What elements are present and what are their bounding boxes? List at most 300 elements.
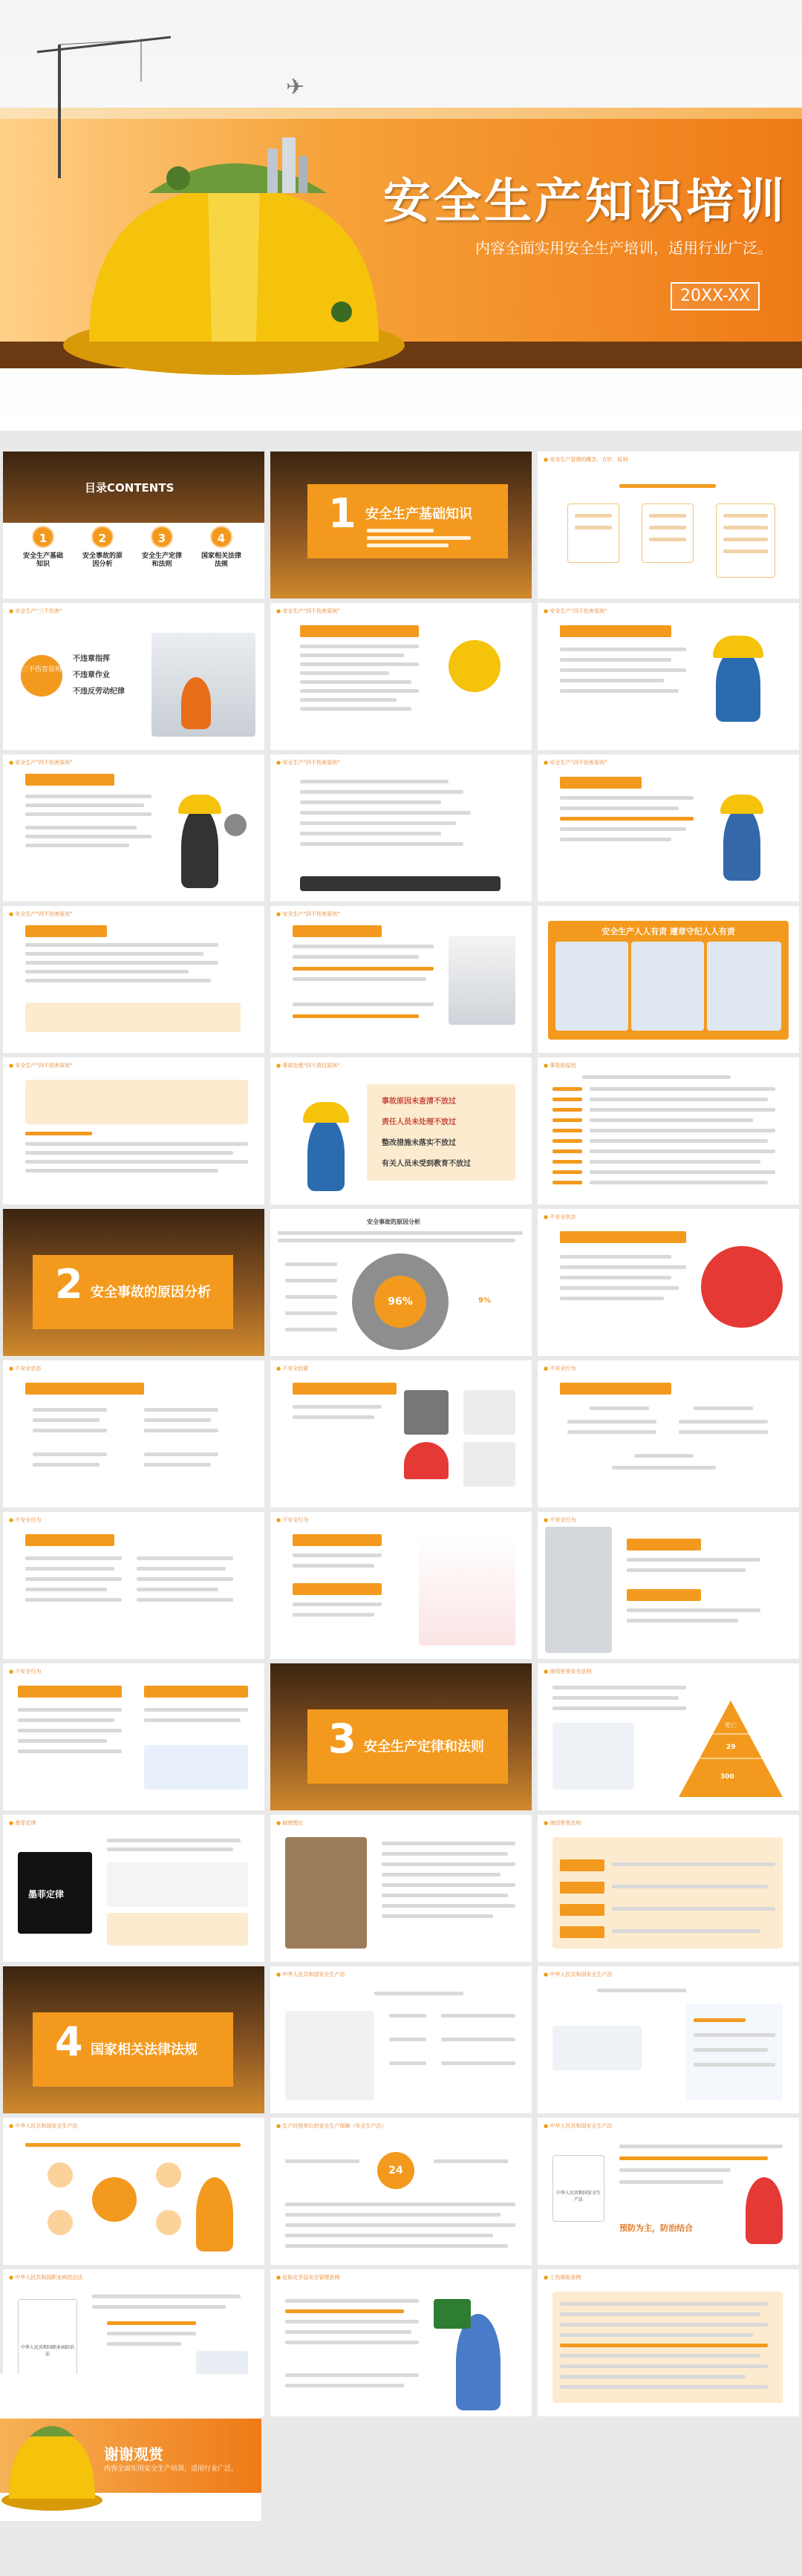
content-line	[649, 526, 686, 529]
slide-header: ● 安全生产“四不伤害原则”	[276, 910, 340, 918]
slide-18	[270, 1360, 532, 1507]
content-line	[285, 2330, 411, 2334]
content-line	[590, 1098, 768, 1101]
content-line	[25, 1588, 107, 1591]
slide-23	[3, 1663, 264, 1810]
content-line	[293, 1415, 374, 1419]
slide-header: ● 安全生产“四不伤害原则”	[9, 1062, 73, 1069]
content-line	[560, 806, 679, 810]
slide-header: ● 不安全行为	[544, 1516, 576, 1524]
section-chip	[25, 1534, 114, 1546]
slide-header: ● 安全生产“四不伤害原则”	[9, 910, 73, 918]
orbit-circle	[48, 2162, 73, 2188]
content-line	[441, 2061, 515, 2065]
content-line	[25, 2143, 241, 2147]
content-line	[25, 1142, 248, 1146]
content-line	[137, 1588, 218, 1591]
content-line	[560, 2354, 760, 2358]
content-line	[137, 1577, 233, 1581]
worker-icon	[181, 677, 211, 729]
content-box	[642, 503, 694, 563]
content-line	[382, 1883, 515, 1887]
machine-photo	[449, 936, 515, 1025]
part-line	[367, 529, 434, 532]
slide-3	[538, 451, 799, 599]
content-line	[723, 550, 768, 553]
slide-header: ● 事故的原因	[544, 1062, 576, 1069]
four-no-item: 有关人员未受到教育不放过	[382, 1160, 471, 1168]
slogan-text: 安全生产人人有责 遵章守纪人人有责	[602, 927, 735, 936]
content-line	[25, 970, 189, 974]
list-marker	[552, 1139, 582, 1143]
content-line	[389, 2038, 426, 2041]
toc-item-4[interactable]	[199, 526, 244, 569]
slide-slogan	[538, 906, 799, 1053]
slide-36	[538, 2269, 799, 2416]
slide-15	[270, 1209, 532, 1356]
content-line	[18, 1750, 122, 1753]
content-line	[18, 1729, 122, 1732]
slide-9	[538, 754, 799, 901]
content-line	[25, 826, 137, 829]
content-line	[293, 977, 426, 981]
slide-6	[538, 603, 799, 750]
section-chip	[18, 1686, 122, 1698]
slide-header: ● 不安全因素	[276, 1365, 308, 1372]
section-chip	[25, 774, 114, 786]
toc-number: 1	[32, 526, 54, 548]
content-line	[293, 1014, 419, 1018]
content-line	[144, 1408, 218, 1412]
part-number: 1	[328, 490, 356, 537]
cover-year-badge: 20XX-XX	[671, 282, 760, 310]
list-marker	[552, 1118, 582, 1122]
content-line	[382, 1873, 501, 1876]
content-line	[590, 1118, 753, 1122]
content-line	[560, 648, 686, 651]
slide-header: ● 墨菲定律	[9, 1819, 36, 1827]
content-line	[560, 817, 694, 821]
slide-5	[270, 603, 532, 750]
content-line	[285, 2320, 419, 2324]
law-book	[18, 2299, 77, 2381]
content-line	[293, 1405, 382, 1409]
section-chip	[627, 1589, 701, 1601]
content-line	[144, 1418, 211, 1422]
content-line	[552, 1696, 679, 1700]
content-line	[25, 961, 218, 965]
content-line	[25, 979, 211, 982]
content-line	[560, 1255, 671, 1259]
cartoon-panel	[107, 1862, 248, 1907]
content-line	[590, 1129, 775, 1132]
list-marker	[552, 1150, 582, 1153]
orbit-circle	[48, 2210, 73, 2235]
cover-slide	[0, 0, 802, 431]
content-line	[560, 1276, 671, 1279]
content-line	[560, 1297, 664, 1300]
part-title: 安全生产基础知识	[365, 506, 472, 522]
content-line	[25, 1567, 114, 1571]
slide-header: ● 工伤保险条例	[544, 2274, 581, 2281]
content-line	[285, 2159, 359, 2163]
four-no-item: 责任人员未处理不放过	[382, 1118, 456, 1126]
content-line	[285, 2213, 501, 2217]
illustration-panel	[555, 942, 628, 1031]
rule-chip	[560, 1904, 604, 1916]
content-line	[300, 811, 471, 815]
workers-illustration	[552, 2026, 642, 2070]
part-number: 3	[328, 1715, 356, 1762]
three-no-item: 不违章作业	[73, 671, 110, 679]
slide-26	[270, 1815, 532, 1962]
thanks-title: 谢谢观赏	[104, 2445, 163, 2463]
content-line	[285, 2223, 515, 2227]
content-line	[560, 2302, 768, 2306]
helmet-icon	[720, 795, 763, 814]
slide-header: ● 不安全行为	[544, 1365, 576, 1372]
content-line	[679, 1420, 768, 1424]
slide-header: ● 安全生产“四不伤害原则”	[544, 759, 607, 766]
content-line	[293, 1602, 382, 1606]
content-line	[18, 1718, 114, 1722]
content-line	[382, 1842, 515, 1845]
toc-label: 安全事故的原因分析	[82, 552, 123, 568]
slide-header: ● 安全生产“三不伤害”	[9, 607, 62, 615]
slide-header: ● 生产经营单位的安全生产保障（安全生产法）	[276, 2122, 386, 2130]
content-line	[560, 1265, 686, 1269]
slide-part-1	[270, 451, 532, 599]
content-line	[597, 1989, 686, 1992]
section-chip	[25, 1383, 144, 1395]
red-helmet-icon	[404, 1442, 449, 1479]
content-line	[619, 484, 716, 488]
content-line	[567, 1430, 656, 1434]
content-line	[694, 2063, 775, 2067]
gloves-icon	[463, 1390, 515, 1435]
content-line	[560, 838, 671, 841]
content-line	[694, 1406, 753, 1410]
content-line	[25, 943, 218, 947]
slide-20	[3, 1512, 264, 1659]
content-line	[434, 2159, 508, 2163]
content-line	[285, 1311, 337, 1315]
four-no-item: 整改措施未落实不放过	[382, 1139, 456, 1147]
content-line	[627, 1608, 760, 1612]
slide-13	[538, 1057, 799, 1204]
content-box	[567, 503, 619, 563]
slide-19	[538, 1360, 799, 1507]
slide-four-no	[270, 1057, 532, 1204]
worker-icon	[307, 1117, 345, 1191]
section-chip	[627, 1539, 701, 1551]
content-line	[144, 1463, 211, 1467]
content-line	[382, 1914, 493, 1918]
content-line	[300, 645, 419, 648]
slide-header: ● 安全生产管理的概念、方针、原则	[544, 456, 627, 463]
helmet-icon	[713, 636, 763, 658]
content-line	[560, 679, 664, 682]
content-line	[560, 2323, 768, 2326]
triangle-mid-value: 29	[726, 1744, 736, 1751]
section-chip	[293, 1383, 397, 1395]
list-marker	[552, 1108, 582, 1112]
comic-illustration	[285, 2011, 374, 2100]
content-line	[560, 1286, 679, 1290]
content-line	[552, 1706, 686, 1710]
slide-part-4	[3, 1966, 264, 2113]
content-line	[144, 1718, 241, 1722]
rule-chip	[560, 1882, 604, 1894]
content-line	[25, 803, 144, 807]
chalkboard-icon	[434, 2299, 471, 2329]
content-line	[612, 1885, 768, 1888]
slide-35	[270, 2269, 532, 2416]
content-line	[278, 1239, 515, 1242]
content-line	[382, 1852, 508, 1856]
content-line	[560, 2312, 760, 2316]
toc-title: 目录CONTENTS	[85, 481, 175, 495]
slide-30	[538, 1966, 799, 2113]
law-book-title: 中华人民共和国安全生产法	[555, 2191, 601, 2202]
content-line	[619, 2145, 783, 2148]
section-chip	[293, 925, 382, 937]
content-line	[137, 1556, 233, 1560]
content-line	[560, 796, 694, 800]
content-line	[25, 1598, 122, 1602]
content-line	[627, 1619, 738, 1623]
slide-header: ● 中华人民共和国安全生产法	[276, 1971, 345, 1978]
slide-header: ● 安全生产“四不伤害原则”	[544, 607, 607, 615]
slide-25	[3, 1815, 264, 1962]
content-line	[285, 1279, 337, 1282]
signs-panel	[144, 1745, 248, 1790]
content-line	[107, 1839, 241, 1842]
list-marker	[552, 1087, 582, 1091]
content-line	[25, 1556, 122, 1560]
content-line	[560, 2333, 753, 2337]
content-line	[300, 832, 441, 835]
content-line	[389, 2061, 426, 2065]
illustration-panel	[631, 942, 704, 1031]
slide-toc	[3, 451, 264, 599]
content-line	[18, 1708, 122, 1712]
content-line	[92, 2305, 226, 2309]
toc-item-1[interactable]	[21, 526, 65, 569]
part-title: 国家相关法律法规	[91, 2042, 198, 2058]
content-line	[382, 1894, 508, 1897]
content-line	[590, 1181, 768, 1184]
slide-32	[270, 2118, 532, 2265]
toc-label: 安全生产定律和法则	[141, 552, 182, 568]
slide-header: ● 中华人民共和国安全生产法	[9, 2122, 77, 2130]
content-line	[582, 1075, 731, 1079]
safety-badge-icon	[449, 640, 501, 692]
slide-header: ● 海因里希法则	[544, 1819, 581, 1827]
content-line	[300, 842, 463, 846]
slide-header: ● 危险化学品安全管理条例	[276, 2274, 339, 2281]
triangle-base-value: 300	[720, 1773, 734, 1781]
section-chip	[25, 925, 107, 937]
illustration-panel	[707, 942, 781, 1031]
content-line	[25, 1132, 92, 1135]
slide-header: ● 安全生产“四不伤害原则”	[276, 759, 340, 766]
slide-title: 安全事故的原因分析	[367, 1219, 420, 1225]
list-marker	[552, 1160, 582, 1164]
slide-part-2	[3, 1209, 264, 1356]
center-circle	[92, 2177, 137, 2222]
list-marker	[552, 1129, 582, 1132]
content-line	[25, 812, 151, 816]
content-line	[723, 514, 768, 518]
worker-photo	[545, 1527, 612, 1653]
content-line	[552, 1686, 686, 1689]
slide-header: ● 中华人民共和国安全生产法	[544, 2122, 612, 2130]
part-line	[367, 536, 471, 540]
content-line	[293, 1002, 434, 1006]
content-line	[590, 1087, 775, 1091]
content-line	[285, 2244, 508, 2248]
content-line	[590, 1139, 768, 1143]
megaphone-icon	[224, 814, 247, 836]
newspaper-photo	[552, 1723, 634, 1790]
content-line	[575, 514, 612, 518]
part-number: 4	[55, 2018, 83, 2065]
content-line	[25, 1151, 233, 1155]
slide-header: ● 不安全行为	[9, 1668, 41, 1675]
worker-icon	[181, 806, 218, 888]
content-line	[723, 526, 768, 529]
prevention-slogan: 预防为主，防治结合	[619, 2223, 693, 2233]
section-chip	[560, 1231, 686, 1243]
content-line	[144, 1452, 218, 1456]
orbit-circle	[156, 2162, 181, 2188]
content-line	[300, 790, 463, 794]
thanks-subtitle: 内容全面实用安全生产培训，适用行业广泛。	[104, 2465, 238, 2473]
content-line	[590, 1170, 775, 1174]
content-line	[18, 1739, 107, 1743]
toc-number: 3	[151, 526, 173, 548]
slide-header: ● 不安全行为	[276, 1516, 308, 1524]
pie-side-value: 9%	[478, 1297, 491, 1305]
bottom-banner	[300, 876, 501, 891]
toc-item-2[interactable]	[80, 526, 125, 569]
content-line	[382, 1862, 515, 1866]
content-line	[300, 653, 404, 657]
part-title: 安全事故的原因分析	[91, 1285, 211, 1300]
slide-10	[3, 906, 264, 1053]
section-chip	[293, 1534, 382, 1546]
content-line	[300, 780, 449, 783]
helmet-icon	[303, 1102, 349, 1123]
slide-header: ● 破窗理论	[276, 1819, 303, 1827]
slide-12	[3, 1057, 264, 1204]
slide-8	[270, 754, 532, 901]
content-line	[649, 538, 686, 541]
content-line	[300, 689, 419, 693]
list-marker	[552, 1098, 582, 1101]
content-line	[107, 2321, 196, 2325]
part-title: 安全生产定律和法则	[364, 1739, 484, 1755]
slide-31	[3, 2118, 264, 2265]
content-line	[25, 1577, 122, 1581]
content-line	[92, 2295, 241, 2298]
cover-title: 安全生产知识培训	[383, 175, 787, 229]
content-line	[293, 1564, 374, 1568]
content-line	[590, 1150, 775, 1153]
content-line	[144, 1708, 248, 1712]
helmet-icon	[0, 2411, 104, 2515]
content-line	[694, 2018, 746, 2022]
article-number-badge: 24	[377, 2152, 414, 2189]
content-line	[627, 1568, 746, 1572]
content-line	[567, 1420, 656, 1424]
slide-header: ● 事故处理“四不放过原则”	[276, 1062, 340, 1069]
content-line	[285, 2373, 419, 2377]
content-line	[619, 2156, 768, 2160]
content-line	[612, 1466, 716, 1470]
content-line	[560, 658, 671, 662]
three-no-item: 不违反劳动纪律	[73, 688, 125, 696]
book-title: 墨菲定律	[28, 1889, 65, 1900]
content-line	[25, 1160, 248, 1164]
mascot-icon	[746, 2177, 783, 2244]
content-line	[441, 2038, 515, 2041]
mask-icon	[404, 1390, 449, 1435]
content-line	[285, 2299, 419, 2303]
slide-thanks	[0, 2374, 261, 2521]
content-line	[25, 795, 151, 798]
section-chip	[560, 625, 671, 637]
content-line	[293, 1613, 374, 1617]
worker-icon	[716, 648, 760, 722]
content-line	[441, 2014, 515, 2018]
content-line	[560, 2364, 768, 2368]
content-line	[300, 800, 441, 804]
content-line	[33, 1418, 100, 1422]
rule-chip	[560, 1926, 604, 1938]
content-line	[300, 707, 411, 711]
content-line	[33, 1408, 107, 1412]
slide-27	[538, 1815, 799, 1962]
slide-header: ● 不安全行为	[9, 1516, 41, 1524]
warning-cartoon-icon	[701, 1246, 783, 1328]
content-line	[634, 1454, 694, 1458]
content-line	[285, 2234, 493, 2237]
content-line	[33, 1463, 100, 1467]
slide-16	[538, 1209, 799, 1356]
section-chip	[293, 1583, 382, 1595]
helmet-icon	[178, 795, 221, 814]
toc-item-3[interactable]	[140, 526, 184, 569]
slide-7	[3, 754, 264, 901]
content-line	[25, 844, 129, 847]
slide-header: ● 不安全状态	[544, 1213, 576, 1221]
content-line	[612, 1862, 775, 1866]
content-line	[575, 526, 612, 529]
content-line	[33, 1452, 107, 1456]
content-line	[560, 2385, 768, 2389]
content-line	[144, 1429, 218, 1432]
gloves-icon	[463, 1442, 515, 1487]
content-line	[694, 2048, 768, 2052]
toc-label: 国家相关法律法规	[200, 552, 241, 568]
content-line	[137, 1567, 226, 1571]
content-line	[300, 662, 419, 666]
content-line	[285, 2202, 515, 2206]
slide-22	[538, 1512, 799, 1659]
slide-11	[270, 906, 532, 1053]
